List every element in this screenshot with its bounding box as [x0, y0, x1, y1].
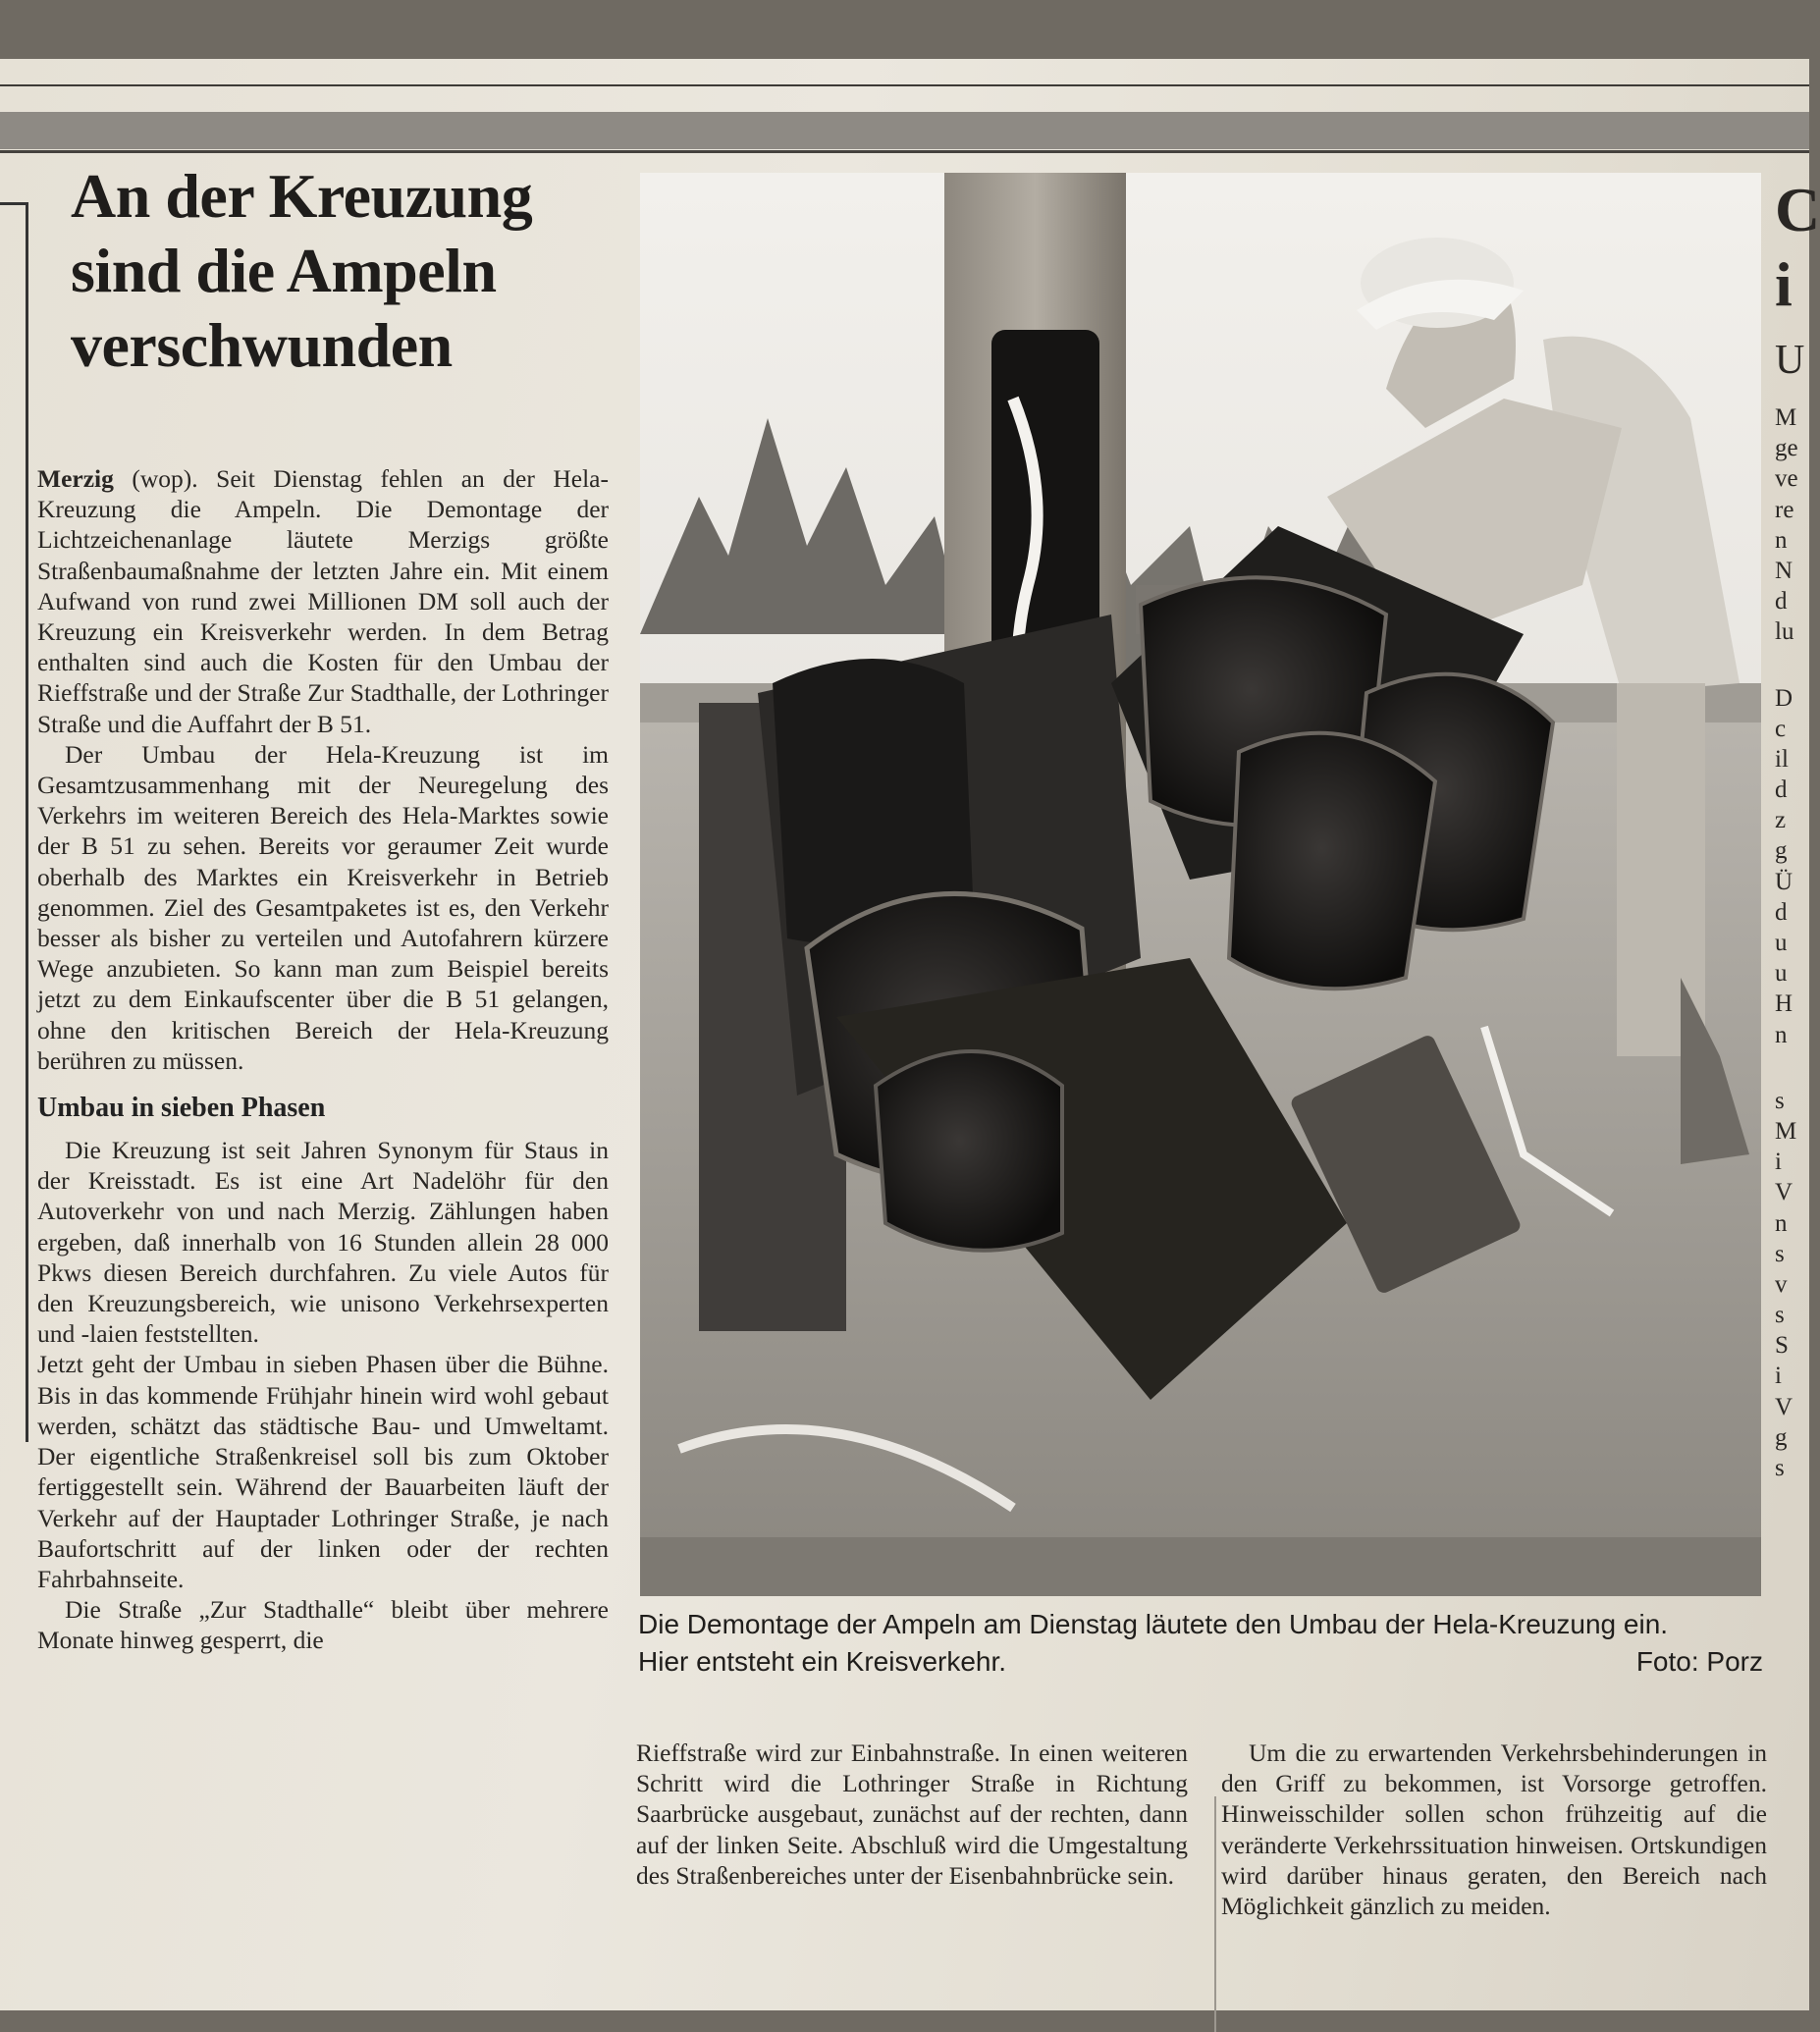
column-2-paragraph: Rieffstraße wird zur Einbahnstraße. In einen weiteren Schritt wird die Lothringer Straße in Richtung Saarbrücke ausgebaut, zunächst auf der rechten, dann auf der linken Seite. Abschluß wird die Umgestaltung des Straßenbereiches unter der Eisenbahnbrücke sein.: [636, 1738, 1188, 1890]
article-headline: [71, 159, 660, 383]
next-body-gap-1: [1775, 648, 1809, 683]
next-body-b-9: u: [1775, 960, 1788, 988]
next-headline-glyph-2: i: [1775, 249, 1793, 319]
column-3-paragraph: Um die zu erwartenden Verkehrsbehinderungen in den Griff zu bekommen, ist Vorsorge getroffen. Hinweisschilder sollen schon frühzeitig auf die veränderte Verkehrssituation hinweisen. Ortskundigen wird darüber hinaus geraten, den Bereich nach Möglichkeit gänzlich zu meiden.: [1221, 1738, 1767, 1921]
next-body-c-8: S: [1775, 1332, 1789, 1360]
next-body-b-7: d: [1775, 898, 1788, 926]
next-body-c-3: V: [1775, 1179, 1793, 1206]
next-body-a-4: n: [1775, 526, 1788, 554]
next-body-b-5: g: [1775, 837, 1788, 865]
next-headline: [1775, 173, 1820, 322]
next-body-c-5: s: [1775, 1240, 1785, 1267]
next-body-a-7: lu: [1775, 618, 1794, 646]
next-body-gap-2: [1775, 1050, 1809, 1086]
next-body-c-2: i: [1775, 1149, 1782, 1176]
column-divider: [1214, 1796, 1216, 2032]
next-body-b-2: il: [1775, 745, 1789, 773]
photo-caption: [638, 1606, 1763, 1681]
article-column-2: [636, 1738, 1188, 1891]
next-body-c-12: s: [1775, 1455, 1785, 1481]
next-body-a-6: d: [1775, 588, 1788, 615]
next-headline-glyph-1: C: [1775, 175, 1820, 244]
next-body-b-3: d: [1775, 776, 1788, 804]
next-body-c-1: M: [1775, 1117, 1797, 1145]
paragraph-3: Die Kreuzung ist seit Jahren Synonym für Staus in der Kreisstadt. Es ist eine Art Nadelöhr für den Autoverkehr von und nach Merzig. Zählungen haben ergeben, daß innerhalb von 16 Stunden allein 28 000 Pkws diesen Bereich durchfahren. Zu viele Autos für den Kreuzungsbereich, wie unisono Verkehrsexperten und -laien feststellten.: [37, 1136, 609, 1349]
next-body-b-8: u: [1775, 930, 1788, 956]
next-body-c-10: V: [1775, 1393, 1793, 1420]
photo-credit: Foto: Porz: [1635, 1646, 1763, 1677]
next-body-a-0: M: [1775, 404, 1797, 431]
next-body-b-1: c: [1775, 715, 1787, 742]
lead-text: (wop). Seit Dienstag fehlen an der Hela-Kreuzung die Ampeln. Die Demontage der Lichtzeichenanlage läutete Merzigs größte Straßenbaumaßnahme der letzten Jahre ein. Mit einem Aufwand von rund zwei Millionen DM soll auch der Kreuzung ein Kreisverkehr werden. In dem Betrag enthalten sind auch die Kosten für den Umbau der Rieffstraße und der Straße Zur Stadthalle, der Lothringer Straße und die Auffahrt der B 51.: [37, 464, 609, 738]
next-body-b-6: Ü: [1775, 868, 1793, 895]
headline-line-1: An der Kreuzung: [71, 161, 533, 231]
caption-line-1: Die Demontage der Ampeln am Dienstag läutete den Umbau der Hela-Kreuzung ein.: [638, 1609, 1669, 1639]
next-body-c-7: s: [1775, 1302, 1785, 1329]
dateline: Merzig: [37, 464, 114, 493]
section-header-band: [0, 112, 1809, 149]
article-column-3: [1221, 1738, 1767, 1921]
next-body-b-11: n: [1775, 1021, 1788, 1048]
next-body-b-10: H: [1775, 990, 1793, 1018]
next-body-a-1: ge: [1775, 435, 1798, 462]
traffic-light-photo: [640, 173, 1761, 1596]
left-box-rule: [0, 202, 28, 1442]
headline-line-3: verschwunden: [71, 310, 453, 380]
next-body-a-3: re: [1775, 496, 1794, 523]
paragraph-4: Jetzt geht der Umbau in sieben Phasen über die Bühne. Bis in das kommende Frühjahr hinein wird wohl gebaut werden, schätzt das städtische Bau- und Umweltamt. Der eigentliche Straßenkreisel soll bis zum Oktober fertiggestellt sein. Während der Bauarbeiten läuft der Verkehr auf der Hauptader Lothringer Straße, je nach Baufortschritt auf der linken oder der rechten Fahrbahnseite.: [37, 1350, 609, 1593]
headline-line-2: sind die Ampeln: [71, 236, 497, 305]
next-body-c-0: s: [1775, 1087, 1785, 1114]
article-column-1: [37, 463, 609, 1656]
next-subline: U: [1775, 338, 1805, 383]
paragraph-5: Die Straße „Zur Stadthalle“ bleibt über mehrere Monate hinweg gesperrt, die: [37, 1595, 609, 1655]
next-body-c-9: i: [1775, 1363, 1782, 1390]
top-rule: [0, 84, 1809, 86]
subheading: Umbau in sieben Phasen: [37, 1093, 326, 1124]
next-body-a-5: N: [1775, 557, 1793, 584]
next-article-edge: [1775, 173, 1820, 1940]
caption-line-2: Hier entsteht ein Kreisverkehr.: [638, 1646, 1007, 1677]
next-body-c-6: v: [1775, 1270, 1788, 1298]
paragraph-2: Der Umbau der Hela-Kreuzung ist im Gesamtzusammenhang mit der Neuregelung des Verkehrs im weiteren Bereich des Hela-Marktes sowie der B 51 zu sehen. Bereits vor geraumer Zeit wurde oberhalb des Marktes ein Kreisverkehr in Betrieb genommen. Ziel des Gesamtpaketes ist es, den Verkehr besser als bisher zu verteilen und Autofahrern kürzere Wege anzubieten. So kann man zum Beispiel bereits jetzt zu dem Einkaufscenter über die B 51 gelangen, ohne den kritischen Bereich der Hela-Kreuzung berühren zu müssen.: [37, 739, 609, 1075]
lead-paragraph: [37, 463, 609, 739]
next-body-b-4: z: [1775, 807, 1787, 834]
next-body-b-0: D: [1775, 684, 1793, 712]
next-body-fragments: [1775, 402, 1809, 1483]
next-body-c-11: g: [1775, 1423, 1788, 1451]
next-body-c-4: n: [1775, 1209, 1788, 1237]
next-body-a-2: ve: [1775, 465, 1798, 493]
